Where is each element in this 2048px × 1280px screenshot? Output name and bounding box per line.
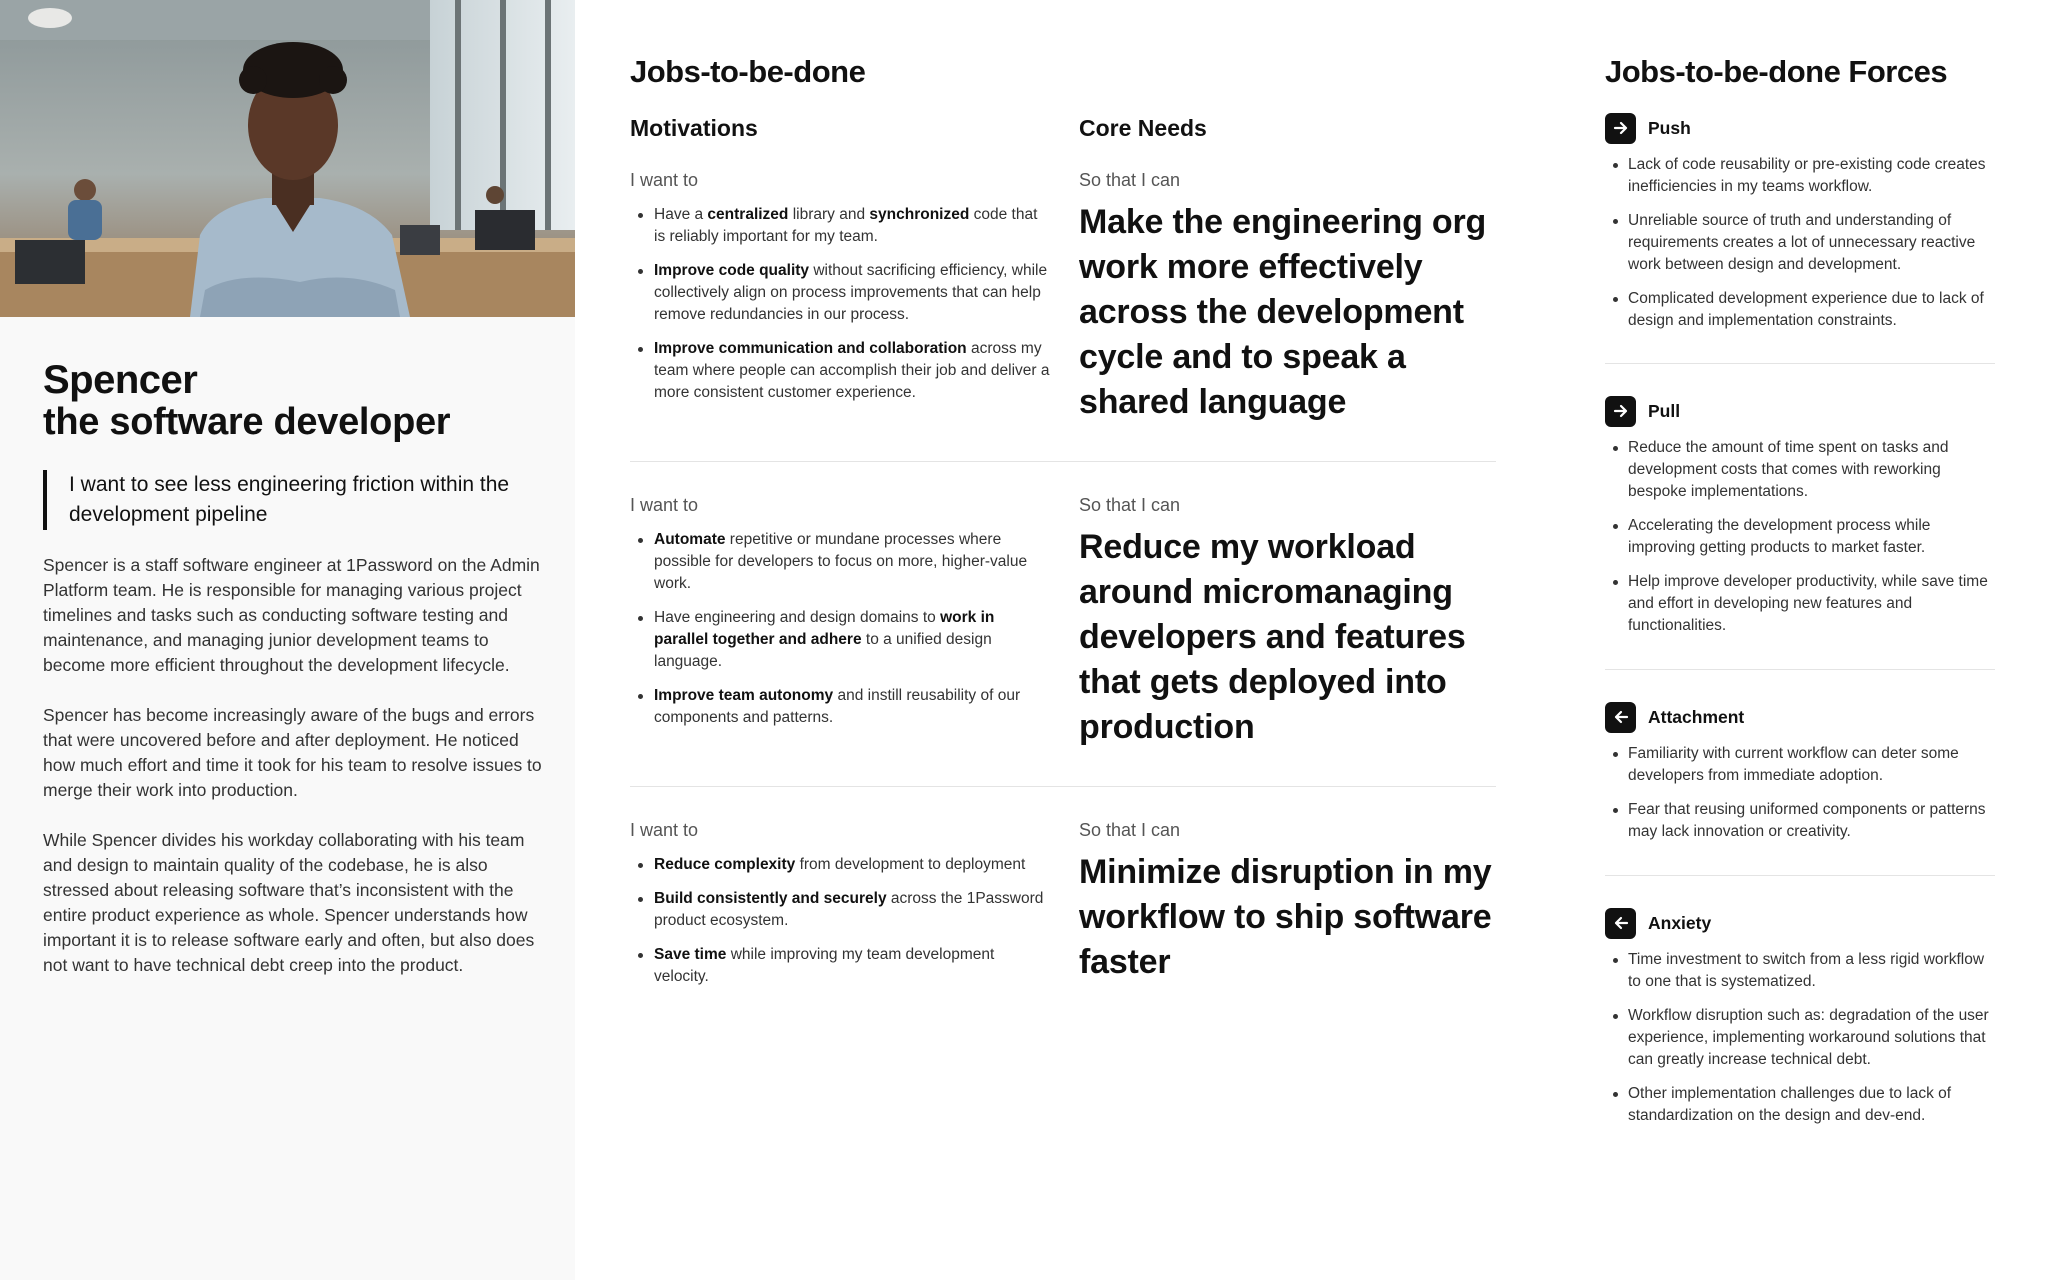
motivation-item: Improve communication and collaboration across my team where people can accomplish their job and deliver a more consistent customer experience. [630,338,1050,404]
arrow-left-icon [1605,908,1636,939]
forces-section [1605,0,1995,1280]
row-divider [630,461,1496,462]
motivation-item: Reduce complexity from development to deployment [630,854,1050,876]
motivation-list [630,529,1050,741]
portrait-illustration [0,0,575,317]
motivation-item: Save time while improving my team development velocity. [630,944,1050,988]
force-divider [1605,363,1995,364]
core-need: Reduce my workload around micromanaging developers and features that gets deployed into production [1079,528,1466,746]
jtbd-title: Jobs-to-be-done [630,54,866,89]
motivation-item: Have a centralized library and synchronized code that is reliably important for my team. [630,204,1050,248]
force-point: Reduce the amount of time spent on tasks and development costs that comes with reworking bespoke implementations. [1605,437,1995,503]
arrow-right-icon [1605,113,1636,144]
row-divider [630,786,1496,787]
persona-panel [0,0,575,1280]
so-label: So that I can [1079,820,1181,840]
force-point: Familiarity with current workflow can deter some developers from immediate adoption. [1605,743,1995,787]
so-label: So that I can [1079,170,1181,190]
force-point: Time investment to switch from a less rigid workflow to one that is systematized. [1605,949,1995,993]
force-label: Attachment [1648,706,1745,727]
jtbd-section [630,0,1496,1280]
force-point: Other implementation challenges due to lack of standardization on the design and dev-end. [1605,1083,1995,1127]
motivation-list [630,854,1050,1000]
force-push [1605,112,1995,344]
force-anxiety [1605,907,1995,1139]
persona-photo [0,0,575,317]
motivation-list [630,204,1050,416]
motivations-heading: Motivations [630,115,758,141]
force-point: Complicated development experience due to lack of design and implementation constraints. [1605,288,1995,332]
want-label: I want to [630,820,699,840]
persona-name: Spencer [43,358,198,402]
force-pull [1605,395,1995,649]
motivation-item: Improve team autonomy and instill reusability of our components and patterns. [630,685,1050,729]
motivation-item: Automate repetitive or mundane processes where possible for developers to focus on more, higher-value work. [630,529,1050,595]
force-attachment [1605,701,1995,855]
so-label: So that I can [1079,495,1181,515]
force-point: Unreliable source of truth and understanding of requirements creates a lot of unnecessary reactive work between design and development. [1605,210,1995,276]
core-need: Make the engineering org work more effectively across the development cycle and to speak a shared language [1079,203,1487,421]
arrow-left-icon [1605,702,1636,733]
core-need: Minimize disruption in my workflow to ship software faster [1079,853,1492,981]
force-point: Fear that reusing uniformed components or patterns may lack innovation or creativity. [1605,799,1995,843]
force-divider [1605,669,1995,670]
bio-paragraph: While Spencer divides his workday collaborating with his team and design to maintain quality of the codebase, he is also stressed about releasing software that’s inconsistent with the entire product experience as whole. Spencer understands how important it is to release software early and often, but also does not want to have technical debt creep into the product. [43,830,535,975]
force-points [1605,949,1995,1127]
force-divider [1605,875,1995,876]
force-points [1605,154,1995,332]
motivation-item: Have engineering and design domains to work in parallel together and adhere to a unified design language. [630,607,1050,673]
bio-paragraph: Spencer is a staff software engineer at 1Password on the Admin Platform team. He is responsible for managing various project timelines and tasks such as conducting software testing and maintenance, and managing junior development teams to become more efficient throughout the development lifecycle. [43,555,540,675]
arrow-right-icon [1605,396,1636,427]
force-label: Push [1648,117,1691,138]
force-point: Lack of code reusability or pre-existing code creates inefficiencies in my teams workflow. [1605,154,1995,198]
bio-paragraph: Spencer has become increasingly aware of the bugs and errors that were uncovered before and after deployment. He noticed how much effort and time it took for his team to resolve issues to merge their work into production. [43,705,542,800]
core-needs-heading: Core Needs [1079,115,1207,141]
force-point: Help improve developer productivity, while save time and effort in developing new features and functionalities. [1605,571,1995,637]
force-point: Accelerating the development process while improving getting products to market faster. [1605,515,1995,559]
persona-role: the software developer [43,401,451,443]
force-point: Workflow disruption such as: degradation of the user experience, implementing workaround solutions that can greatly increase technical debt. [1605,1005,1995,1071]
want-label: I want to [630,495,699,515]
want-label: I want to [630,170,699,190]
force-points [1605,743,1995,843]
forces-title: Jobs-to-be-done Forces [1605,54,1948,89]
persona-bio [43,553,543,1003]
motivation-item: Build consistently and securely across the 1Password product ecosystem. [630,888,1050,932]
persona-quote: I want to see less engineering friction within the development pipeline [43,470,533,530]
force-label: Anxiety [1648,912,1712,933]
motivation-item: Improve code quality without sacrificing efficiency, while collectively align on process improvements that can help remove redundancies in our process. [630,260,1050,326]
force-points [1605,437,1995,637]
force-label: Pull [1648,400,1681,421]
